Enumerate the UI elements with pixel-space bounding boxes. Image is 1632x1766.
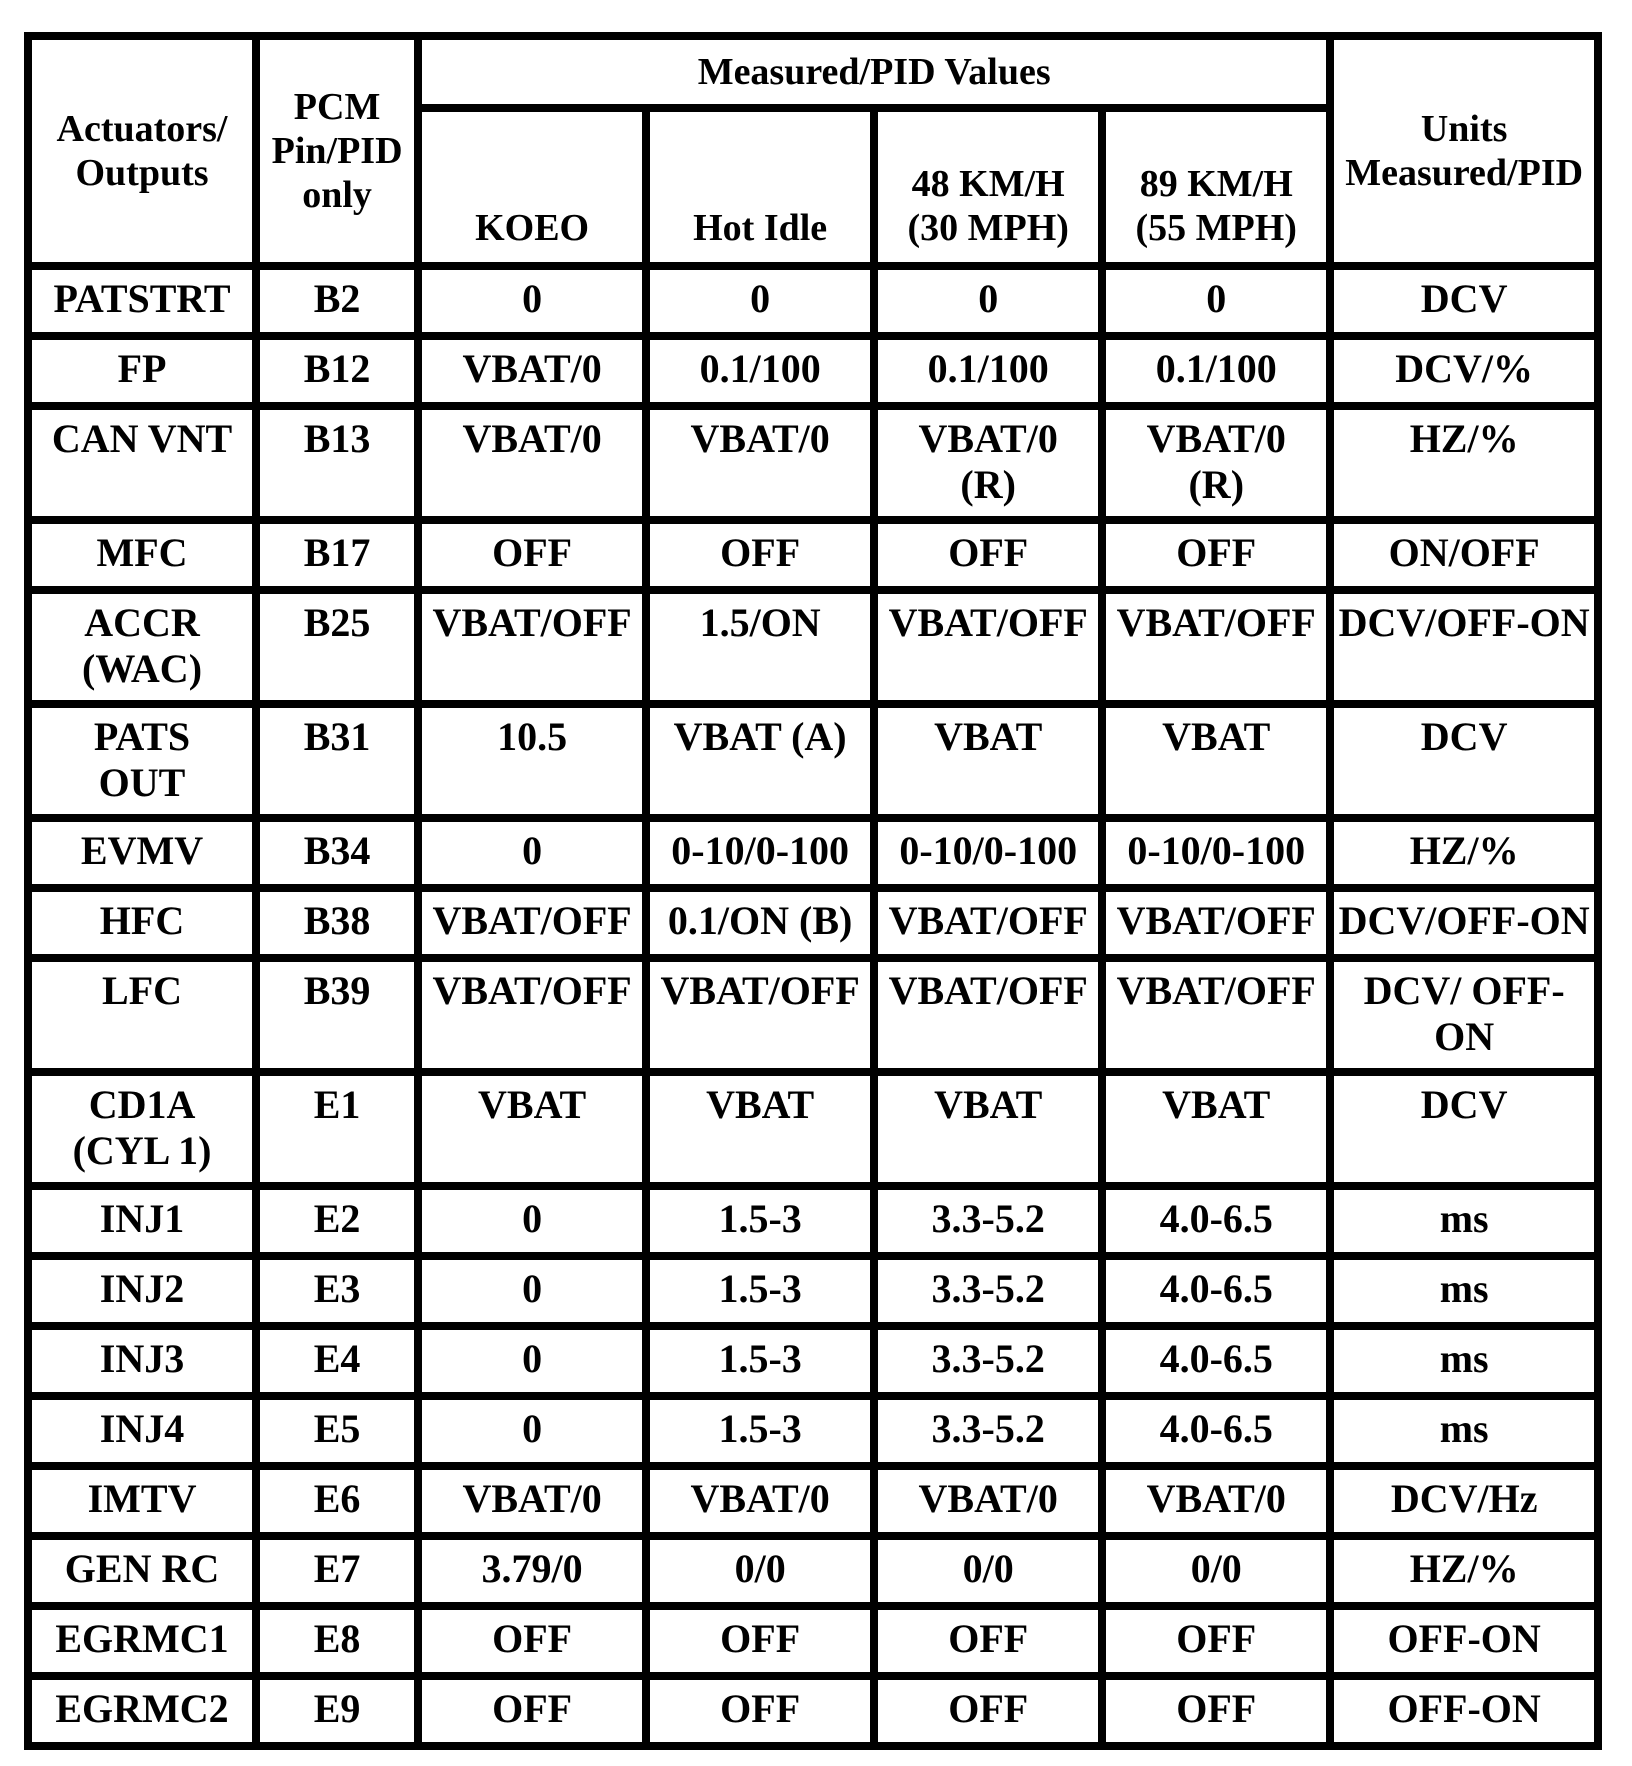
hot-idle-value-cell (650, 962, 870, 1068)
actuator-outputs-table (24, 32, 1602, 1750)
cell-text: VBAT (706, 1082, 815, 1127)
actuator-name-cell (32, 410, 252, 516)
kmh48-value-cell (878, 892, 1098, 954)
koeo-value-cell (422, 1190, 642, 1252)
cell-text: GEN RC (64, 1546, 220, 1591)
kmh89-value-cell (1106, 340, 1326, 402)
cell-text: 3.79/0 (481, 1546, 583, 1591)
cell-text: OFF (1176, 530, 1257, 575)
units-cell (1334, 1400, 1594, 1462)
actuator-name-cell (32, 270, 252, 332)
kmh89-value-cell (1106, 1330, 1326, 1392)
table-row (32, 594, 1594, 700)
koeo-value-cell (422, 524, 642, 586)
actuator-name-cell (32, 1610, 252, 1672)
cell-text: HZ/% (1409, 1546, 1519, 1591)
cell-text: FP (117, 346, 167, 391)
cell-text: ON/OFF (1388, 530, 1540, 575)
units-cell (1334, 410, 1594, 516)
units-cell (1334, 524, 1594, 586)
cell-text: E2 (313, 1196, 361, 1241)
header-units-measured-pid: Units Measured/PID (1334, 40, 1594, 262)
cell-text: 0/0 (734, 1546, 786, 1591)
table-row (32, 822, 1594, 884)
table-body (32, 270, 1594, 1742)
cell-text: 0.1/100 (1155, 346, 1277, 391)
cell-text: OFF (720, 1616, 801, 1661)
cell-text: OFF (492, 1686, 573, 1731)
cell-text: 0/0 (1190, 1546, 1242, 1591)
kmh89-value-cell (1106, 1190, 1326, 1252)
koeo-value-cell (422, 410, 642, 516)
cell-text: 4.0-6.5 (1159, 1196, 1273, 1241)
kmh48-value-cell (878, 1330, 1098, 1392)
table-row (32, 340, 1594, 402)
cell-text: EGRMC2 (55, 1686, 229, 1731)
cell-text: OFF (948, 1616, 1029, 1661)
kmh89-value-cell (1106, 1540, 1326, 1602)
hot-idle-value-cell (650, 524, 870, 586)
cell-text: OFF (1176, 1616, 1257, 1661)
cell-text: ms (1439, 1196, 1489, 1241)
kmh48-value-cell (878, 1470, 1098, 1532)
cell-text: ms (1439, 1406, 1489, 1451)
cell-text: VBAT/OFF (1116, 968, 1316, 1013)
header-pcm-pin-pid: PCM Pin/PID only (260, 40, 414, 262)
cell-text: OFF (1176, 1686, 1257, 1731)
actuator-name-cell (32, 1190, 252, 1252)
units-cell (1334, 1540, 1594, 1602)
cell-text: VBAT/0 (R) (1146, 416, 1286, 507)
cell-text: DCV/OFF-ON (1338, 600, 1590, 645)
cell-text: OFF-ON (1387, 1686, 1541, 1731)
cell-text: EVMV (80, 828, 204, 873)
cell-text: DCV/OFF-ON (1338, 898, 1590, 943)
cell-text: E8 (313, 1616, 361, 1661)
hot-idle-value-cell (650, 822, 870, 884)
cell-text: INJ4 (99, 1406, 185, 1451)
cell-text: OFF (720, 530, 801, 575)
cell-text: 0 (522, 1406, 543, 1451)
cell-text: VBAT/0 (690, 1476, 830, 1521)
kmh48-value-cell (878, 1680, 1098, 1742)
cell-text: DCV (1420, 1082, 1508, 1127)
koeo-value-cell (422, 822, 642, 884)
pcm-pin-cell (260, 1190, 414, 1252)
units-cell (1334, 594, 1594, 700)
cell-text: CD1A (CYL 1) (72, 1082, 212, 1173)
cell-text: VBAT/OFF (432, 600, 632, 645)
table-row (32, 1540, 1594, 1602)
cell-text: 1.5-3 (718, 1336, 802, 1381)
cell-text: ACCR (WAC) (82, 600, 203, 691)
actuator-name-cell (32, 962, 252, 1068)
cell-text: 0 (522, 828, 543, 873)
table-row (32, 1076, 1594, 1182)
cell-text: B17 (303, 530, 371, 575)
kmh48-value-cell (878, 708, 1098, 814)
cell-text: OFF (948, 1686, 1029, 1731)
cell-text: 0 (522, 1266, 543, 1311)
cell-text: VBAT/0 (R) (918, 416, 1058, 507)
hot-idle-value-cell (650, 340, 870, 402)
units-cell (1334, 1260, 1594, 1322)
kmh89-value-cell (1106, 270, 1326, 332)
cell-text: E1 (313, 1082, 361, 1127)
kmh48-value-cell (878, 270, 1098, 332)
pcm-pin-cell (260, 594, 414, 700)
actuator-name-cell (32, 1540, 252, 1602)
kmh48-value-cell (878, 524, 1098, 586)
table-row (32, 410, 1594, 516)
hot-idle-value-cell (650, 1680, 870, 1742)
cell-text: HZ/% (1409, 828, 1519, 873)
cell-text: B2 (313, 276, 361, 321)
cell-text: VBAT/OFF (888, 968, 1088, 1013)
kmh89-value-cell (1106, 410, 1326, 516)
table-row (32, 1330, 1594, 1392)
kmh89-value-cell (1106, 594, 1326, 700)
cell-text: B31 (303, 714, 371, 759)
pcm-pin-cell (260, 822, 414, 884)
units-cell (1334, 270, 1594, 332)
pcm-pin-cell (260, 1076, 414, 1182)
table-row (32, 708, 1594, 814)
kmh89-value-cell (1106, 1470, 1326, 1532)
table-row (32, 1680, 1594, 1742)
kmh89-value-cell (1106, 962, 1326, 1068)
hot-idle-value-cell (650, 270, 870, 332)
kmh89-value-cell (1106, 708, 1326, 814)
cell-text: DCV/% (1395, 346, 1534, 391)
actuator-name-cell (32, 822, 252, 884)
kmh89-value-cell (1106, 1680, 1326, 1742)
cell-text: E4 (313, 1336, 361, 1381)
cell-text: VBAT/OFF (888, 898, 1088, 943)
kmh48-value-cell (878, 1610, 1098, 1672)
koeo-value-cell (422, 1260, 642, 1322)
cell-text: VBAT/OFF (1116, 898, 1316, 943)
cell-text: PATSTRT (53, 276, 231, 321)
cell-text: 0-10/0-100 (671, 828, 850, 873)
units-cell (1334, 892, 1594, 954)
kmh48-value-cell (878, 822, 1098, 884)
cell-text: 0 (750, 276, 771, 321)
kmh48-value-cell (878, 1076, 1098, 1182)
hot-idle-value-cell (650, 1260, 870, 1322)
koeo-value-cell (422, 1330, 642, 1392)
header-hot-idle: Hot Idle (650, 112, 870, 262)
cell-text: EGRMC1 (55, 1616, 229, 1661)
hot-idle-value-cell (650, 1330, 870, 1392)
koeo-value-cell (422, 594, 642, 700)
actuator-name-cell (32, 1330, 252, 1392)
cell-text: 3.3-5.2 (931, 1266, 1045, 1311)
koeo-value-cell (422, 1610, 642, 1672)
cell-text: VBAT/OFF (888, 600, 1088, 645)
kmh48-value-cell (878, 410, 1098, 516)
cell-text: HFC (99, 898, 185, 943)
cell-text: 3.3-5.2 (931, 1196, 1045, 1241)
kmh48-value-cell (878, 962, 1098, 1068)
hot-idle-value-cell (650, 1400, 870, 1462)
cell-text: B39 (303, 968, 371, 1013)
hot-idle-value-cell (650, 1470, 870, 1532)
cell-text: OFF (720, 1686, 801, 1731)
actuator-name-cell (32, 1470, 252, 1532)
cell-text: CAN VNT (51, 416, 233, 461)
table-row (32, 524, 1594, 586)
hot-idle-value-cell (650, 1076, 870, 1182)
pcm-pin-cell (260, 410, 414, 516)
koeo-value-cell (422, 1680, 642, 1742)
cell-text: ms (1439, 1266, 1489, 1311)
hot-idle-value-cell (650, 410, 870, 516)
table-header (32, 40, 1594, 262)
cell-text: MFC (96, 530, 188, 575)
cell-text: VBAT (478, 1082, 587, 1127)
header-measured-pid-values: Measured/PID Values (422, 40, 1326, 104)
table-row (32, 1610, 1594, 1672)
koeo-value-cell (422, 340, 642, 402)
cell-text: 0 (522, 276, 543, 321)
cell-text: VBAT (A) (673, 714, 847, 759)
cell-text: DCV/ OFF- ON (1363, 968, 1565, 1059)
units-cell (1334, 822, 1594, 884)
kmh48-value-cell (878, 1190, 1098, 1252)
cell-text: ms (1439, 1336, 1489, 1381)
actuator-name-cell (32, 892, 252, 954)
units-cell (1334, 708, 1594, 814)
pcm-pin-cell (260, 1470, 414, 1532)
cell-text: OFF (492, 530, 573, 575)
kmh48-value-cell (878, 1540, 1098, 1602)
cell-text: 3.3-5.2 (931, 1406, 1045, 1451)
cell-text: 0/0 (962, 1546, 1014, 1591)
cell-text: 0-10/0-100 (899, 828, 1078, 873)
cell-text: B13 (303, 416, 371, 461)
cell-text: 0 (522, 1196, 543, 1241)
cell-text: VBAT/0 (918, 1476, 1058, 1521)
hot-idle-value-cell (650, 594, 870, 700)
cell-text: VBAT/0 (1146, 1476, 1286, 1521)
cell-text: 1.5-3 (718, 1266, 802, 1311)
cell-text: VBAT/OFF (660, 968, 860, 1013)
table-row (32, 1190, 1594, 1252)
cell-text: 10.5 (497, 714, 568, 759)
header-actuators-outputs: Actuators/ Outputs (32, 40, 252, 262)
cell-text: 0 (978, 276, 999, 321)
kmh48-value-cell (878, 1260, 1098, 1322)
cell-text: INJ3 (99, 1336, 185, 1381)
cell-text: OFF (492, 1616, 573, 1661)
koeo-value-cell (422, 1470, 642, 1532)
hot-idle-value-cell (650, 708, 870, 814)
cell-text: VBAT/0 (462, 1476, 602, 1521)
units-cell (1334, 340, 1594, 402)
cell-text: VBAT (934, 1082, 1043, 1127)
units-cell (1334, 1330, 1594, 1392)
cell-text: INJ1 (99, 1196, 185, 1241)
header-48-kmh: 48 KM/H (30 MPH) (878, 112, 1098, 262)
cell-text: 0-10/0-100 (1127, 828, 1306, 873)
cell-text: VBAT/OFF (1116, 600, 1316, 645)
pcm-pin-cell (260, 270, 414, 332)
cell-text: E3 (313, 1266, 361, 1311)
cell-text: VBAT (1162, 1082, 1271, 1127)
pcm-pin-cell (260, 1610, 414, 1672)
units-cell (1334, 1470, 1594, 1532)
pcm-pin-cell (260, 962, 414, 1068)
actuator-name-cell (32, 1076, 252, 1182)
cell-text: DCV (1420, 714, 1508, 759)
pcm-pin-cell (260, 1680, 414, 1742)
hot-idle-value-cell (650, 892, 870, 954)
kmh89-value-cell (1106, 1400, 1326, 1462)
cell-text: B12 (303, 346, 371, 391)
kmh89-value-cell (1106, 1610, 1326, 1672)
table-row (32, 1470, 1594, 1532)
koeo-value-cell (422, 892, 642, 954)
koeo-value-cell (422, 1076, 642, 1182)
cell-text: IMTV (87, 1476, 197, 1521)
cell-text: 1.5/ON (699, 600, 821, 645)
cell-text: VBAT/OFF (432, 968, 632, 1013)
actuator-name-cell (32, 524, 252, 586)
kmh89-value-cell (1106, 822, 1326, 884)
table-row (32, 962, 1594, 1068)
kmh89-value-cell (1106, 892, 1326, 954)
cell-text: VBAT (934, 714, 1043, 759)
cell-text: E9 (313, 1686, 361, 1731)
cell-text: 1.5-3 (718, 1196, 802, 1241)
units-cell (1334, 1190, 1594, 1252)
actuator-name-cell (32, 594, 252, 700)
pcm-pin-cell (260, 524, 414, 586)
cell-text: E5 (313, 1406, 361, 1451)
cell-text: 0.1/ON (B) (667, 898, 853, 943)
pcm-pin-cell (260, 892, 414, 954)
table-row (32, 1400, 1594, 1462)
actuator-name-cell (32, 1680, 252, 1742)
cell-text: DCV/Hz (1390, 1476, 1538, 1521)
cell-text: E7 (313, 1546, 361, 1591)
cell-text: VBAT/0 (690, 416, 830, 461)
hot-idle-value-cell (650, 1190, 870, 1252)
header-89-kmh: 89 KM/H (55 MPH) (1106, 112, 1326, 262)
pcm-pin-cell (260, 1540, 414, 1602)
units-cell (1334, 962, 1594, 1068)
kmh48-value-cell (878, 594, 1098, 700)
kmh89-value-cell (1106, 1260, 1326, 1322)
hot-idle-value-cell (650, 1610, 870, 1672)
cell-text: 0 (1206, 276, 1227, 321)
pcm-pin-cell (260, 1330, 414, 1392)
cell-text: DCV (1420, 276, 1508, 321)
cell-text: 3.3-5.2 (931, 1336, 1045, 1381)
cell-text: 1.5-3 (718, 1406, 802, 1451)
kmh48-value-cell (878, 1400, 1098, 1462)
kmh89-value-cell (1106, 524, 1326, 586)
units-cell (1334, 1610, 1594, 1672)
kmh89-value-cell (1106, 1076, 1326, 1182)
cell-text: B25 (303, 600, 371, 645)
cell-text: INJ2 (99, 1266, 185, 1311)
cell-text: LFC (102, 968, 183, 1013)
units-cell (1334, 1680, 1594, 1742)
cell-text: HZ/% (1409, 416, 1519, 461)
cell-text: E6 (313, 1476, 361, 1521)
cell-text: PATS OUT (93, 714, 191, 805)
cell-text: VBAT/0 (462, 416, 602, 461)
pcm-pin-cell (260, 340, 414, 402)
kmh48-value-cell (878, 340, 1098, 402)
cell-text: 4.0-6.5 (1159, 1266, 1273, 1311)
cell-text: VBAT/0 (462, 346, 602, 391)
cell-text: VBAT (1162, 714, 1271, 759)
table-row (32, 892, 1594, 954)
pcm-pin-cell (260, 708, 414, 814)
cell-text: B38 (303, 898, 371, 943)
actuator-name-cell (32, 1400, 252, 1462)
pcm-pin-cell (260, 1400, 414, 1462)
pcm-pin-cell (260, 1260, 414, 1322)
cell-text: 0 (522, 1336, 543, 1381)
actuator-name-cell (32, 1260, 252, 1322)
koeo-value-cell (422, 270, 642, 332)
cell-text: 0.1/100 (927, 346, 1049, 391)
actuator-name-cell (32, 708, 252, 814)
header-koeo: KOEO (422, 112, 642, 262)
units-cell (1334, 1076, 1594, 1182)
koeo-value-cell (422, 1400, 642, 1462)
table-row (32, 270, 1594, 332)
cell-text: VBAT/OFF (432, 898, 632, 943)
cell-text: OFF-ON (1387, 1616, 1541, 1661)
koeo-value-cell (422, 708, 642, 814)
cell-text: B34 (303, 828, 371, 873)
cell-text: 0.1/100 (699, 346, 821, 391)
cell-text: 4.0-6.5 (1159, 1406, 1273, 1451)
cell-text: 4.0-6.5 (1159, 1336, 1273, 1381)
koeo-value-cell (422, 1540, 642, 1602)
koeo-value-cell (422, 962, 642, 1068)
hot-idle-value-cell (650, 1540, 870, 1602)
table-row (32, 1260, 1594, 1322)
cell-text: OFF (948, 530, 1029, 575)
actuator-name-cell (32, 340, 252, 402)
